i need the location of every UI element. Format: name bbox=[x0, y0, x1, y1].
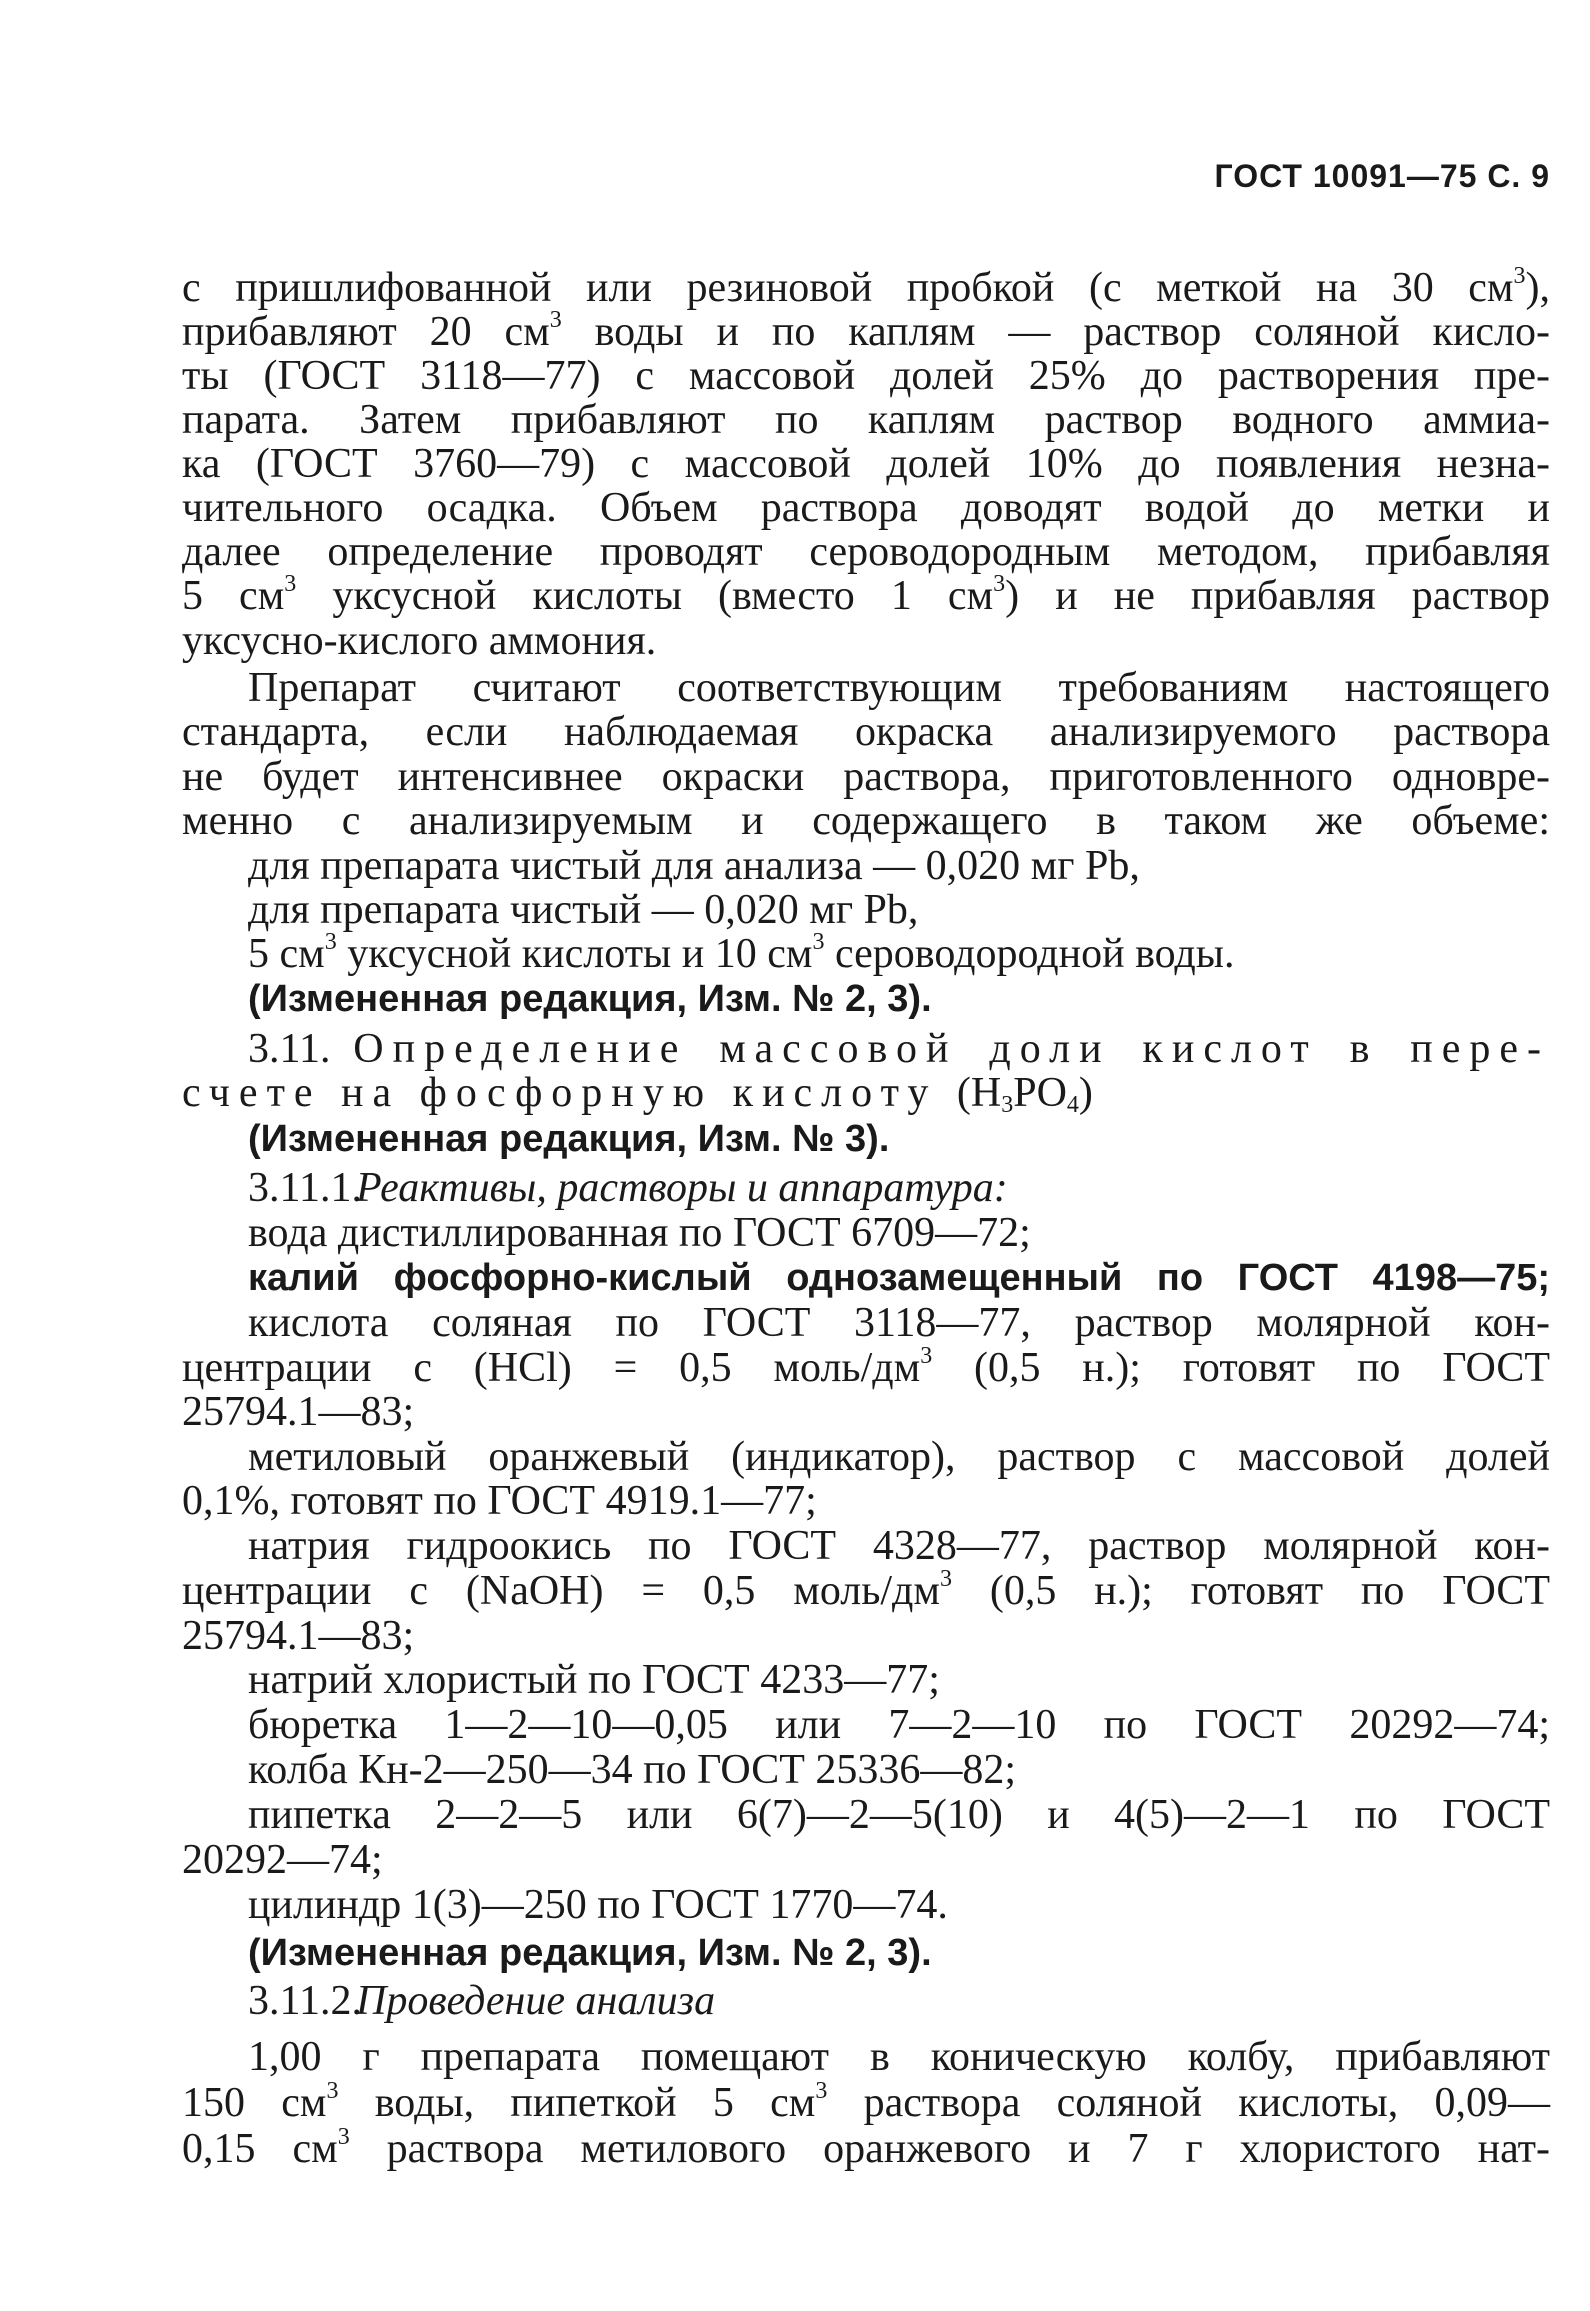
text-line: 150 $см^3$ воды, пипеткой 5 $см^3$ раствора соляной кислоты, 0,09— bbox=[182, 2078, 1550, 2126]
text-line: ка (ГОСТ 3760—79) с массовой долей 10% до появления незна- bbox=[182, 441, 1550, 487]
text-line: 3.11. Определение массовой доли кислот в пере- bbox=[248, 1026, 1550, 1072]
text-line: далее определение проводят сероводородным методом, прибавляя bbox=[182, 529, 1550, 575]
text-line: счете на фосфорную кислоту $(H_3PO_4)$ bbox=[182, 1070, 1093, 1118]
text-line: цилиндр 1(3)—250 по ГОСТ 1770—74. bbox=[248, 1882, 948, 1928]
text-line: метиловый оранжевый (индикатор), раствор с массовой долей bbox=[248, 1434, 1550, 1480]
text-line: 5 $см^3$ уксусной кислоты и 10 $см^3$ сероводородной воды. bbox=[248, 929, 1235, 977]
text-line: чительного осадка. Объем раствора доводят водой до метки и bbox=[182, 485, 1550, 531]
text-line: парата. Затем прибавляют по каплям раствор водного аммиа- bbox=[182, 397, 1550, 443]
text-line: 1,00 г препарата помещают в коническую колбу, прибавляют bbox=[248, 2034, 1550, 2080]
text-line: 0,15 $см^3$ раствора метилового оранжевого и 7 г хлористого нат- bbox=[182, 2124, 1550, 2172]
text-line: уксусно-кислого аммония. bbox=[182, 618, 657, 664]
text-line: центрации c (HCl) = 0,5 моль/$дм^3$ (0,5 н.); готовят по ГОСТ bbox=[182, 1343, 1550, 1391]
text-line: 20292—74; bbox=[182, 1837, 383, 1883]
text-line: стандарта, если наблюдаемая окраска анализируемого раствора bbox=[182, 709, 1550, 755]
text-line: для препарата чистый для анализа — 0,020 мг Pb, bbox=[248, 843, 1140, 889]
text-line: 3.11.1. bbox=[248, 1165, 362, 1211]
text-line: менно с анализируемым и содержащего в таком же объеме: bbox=[182, 798, 1550, 844]
text-line: прибавляют 20 $см^3$ воды и по каплям — раствор соляной кисло- bbox=[182, 307, 1550, 355]
text-line: вода дистиллированная по ГОСТ 6709—72; bbox=[248, 1210, 1031, 1256]
text-line: не будет интенсивнее окраски раствора, приготовленного одновре- bbox=[182, 754, 1550, 800]
text-line: колба Кн-2—250—34 по ГОСТ 25336—82; bbox=[248, 1747, 1017, 1793]
text-line: (Измененная редакция, Изм. № 2, 3). bbox=[248, 1932, 932, 1974]
text-line: 25794.1—83; bbox=[182, 1389, 415, 1435]
page-header: ГОСТ 10091—75 С. 9 bbox=[1214, 158, 1550, 194]
text-line: Реактивы, растворы и аппаратура: bbox=[356, 1165, 1008, 1211]
text-line: ты (ГОСТ 3118—77) с массовой долей 25% до растворения пре- bbox=[182, 353, 1550, 399]
text-line: для препарата чистый — 0,020 мг Pb, bbox=[248, 887, 919, 933]
text-line: калий фосфорно-кислый однозамещенный по ГОСТ 4198—75; bbox=[248, 1257, 1550, 1299]
text-line: 25794.1—83; bbox=[182, 1613, 415, 1659]
text-line: пипетка 2—2—5 или 6(7)—2—5(10) и 4(5)—2—1 по ГОСТ bbox=[248, 1792, 1550, 1838]
text-line: натрий хлористый по ГОСТ 4233—77; bbox=[248, 1657, 940, 1703]
text-line: натрия гидроокись по ГОСТ 4328—77, раствор молярной кон- bbox=[248, 1523, 1550, 1569]
text-line: Проведение анализа bbox=[356, 1978, 716, 2024]
text-line: Препарат считают соответствующим требованиям настоящего bbox=[248, 665, 1550, 711]
text-line: 3.11.2. bbox=[248, 1978, 362, 2024]
text-line: (Измененная редакция, Изм. № 2, 3). bbox=[248, 978, 932, 1020]
text-line: кислота соляная по ГОСТ 3118—77, раствор молярной кон- bbox=[248, 1300, 1550, 1346]
text-line: с пришлифованной или резиновой пробкой (с меткой на 30 $см^3$), bbox=[182, 263, 1550, 311]
text-line: центрации c (NaOH) = 0,5 моль/$дм^3$ (0,5 н.); готовят по ГОСТ bbox=[182, 1566, 1550, 1614]
text-line: 0,1%, готовят по ГОСТ 4919.1—77; bbox=[182, 1478, 817, 1524]
text-line: (Измененная редакция, Изм. № 3). bbox=[248, 1118, 890, 1160]
text-line: 5 $см^3$ уксусной кислоты (вместо 1 $см^3$) и не прибавляя раствор bbox=[182, 571, 1550, 619]
text-line: бюретка 1—2—10—0,05 или 7—2—10 по ГОСТ 20292—74; bbox=[248, 1702, 1550, 1748]
